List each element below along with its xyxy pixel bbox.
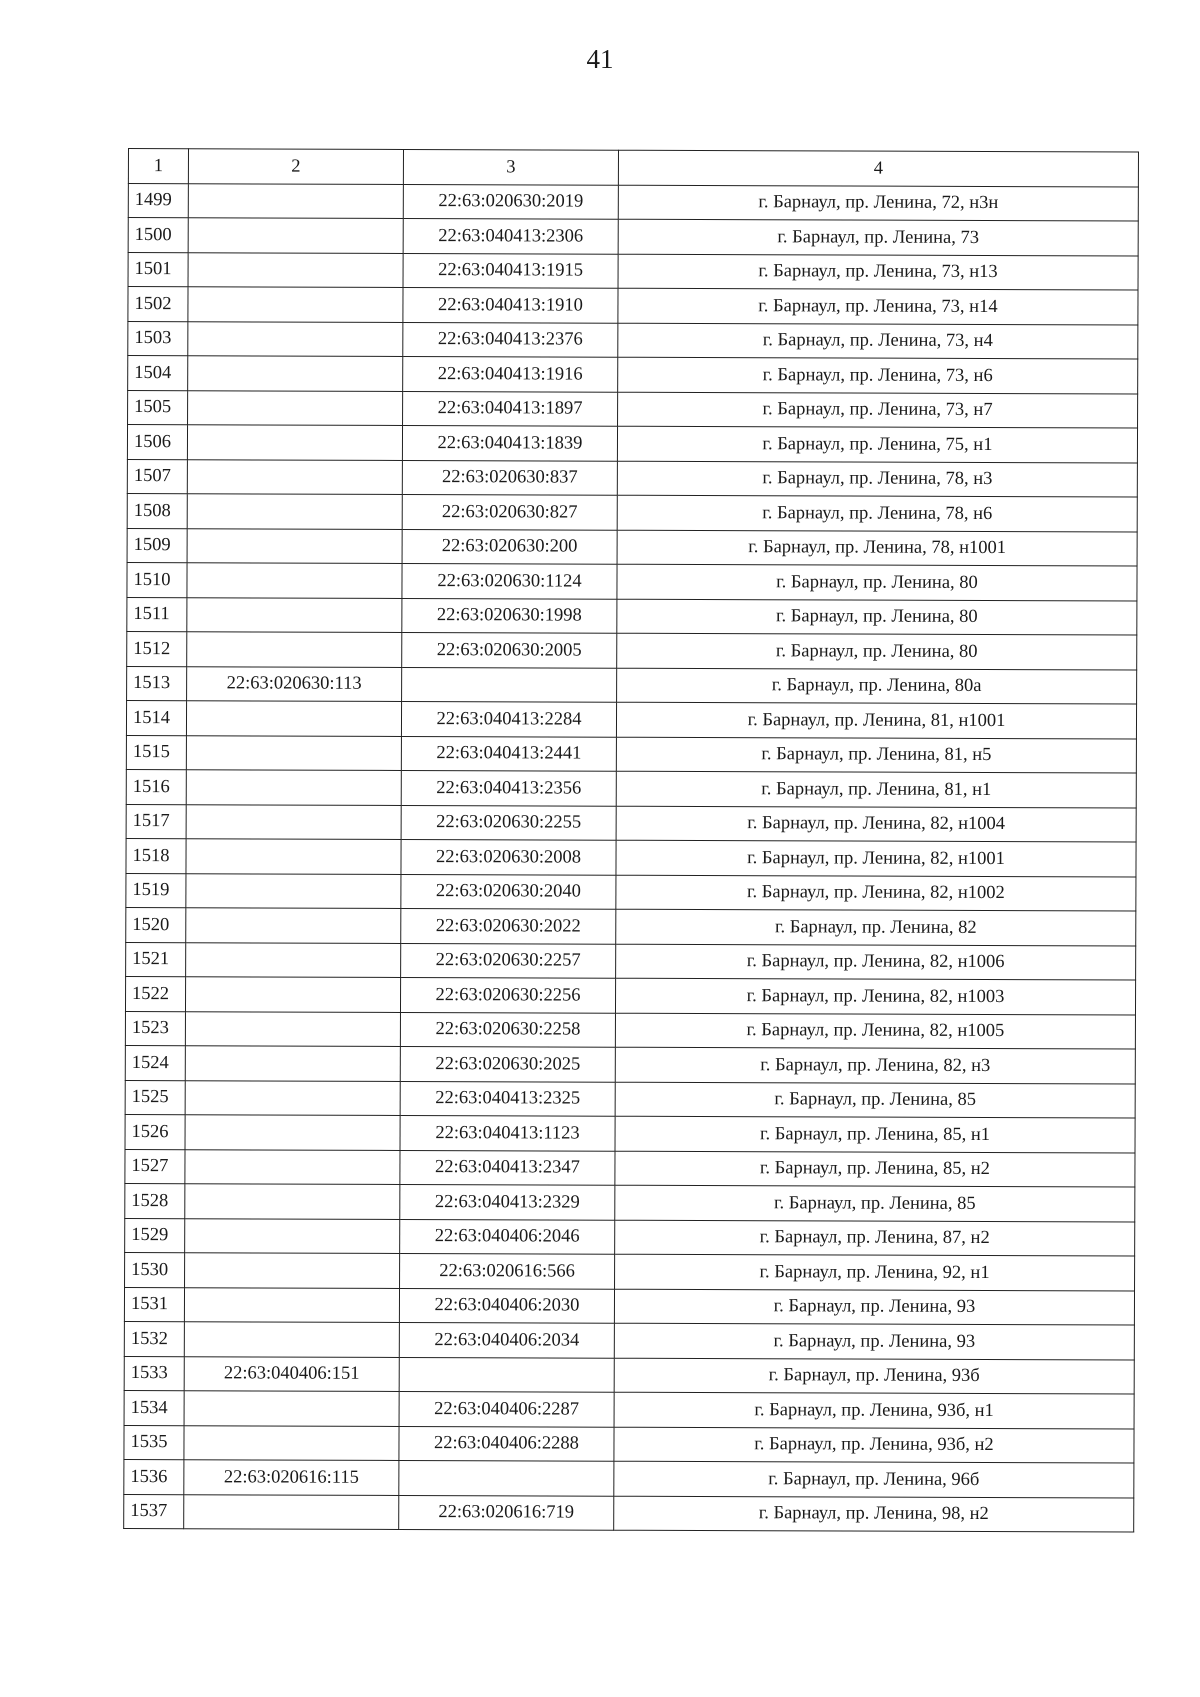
table-row	[128, 218, 1138, 256]
row-number-cell: 1504	[128, 356, 188, 391]
parcel-number-cell	[186, 839, 401, 874]
parcel-number-cell	[185, 1184, 400, 1219]
table-row	[125, 1183, 1135, 1221]
parcel-number-cell	[188, 218, 403, 253]
address-cell: г. Барнаул, пр. Ленина, 73, н6	[618, 357, 1138, 393]
row-number-cell: 1500	[128, 218, 188, 253]
address-cell: г. Барнаул, пр. Ленина, 72, н3н	[618, 185, 1138, 221]
table-row	[126, 804, 1136, 842]
cadastral-number-cell: 22:63:020630:1124	[402, 563, 617, 598]
cadastral-number-cell: 22:63:020630:200	[402, 529, 617, 564]
table-row	[128, 287, 1138, 325]
row-number-cell: 1529	[125, 1218, 185, 1253]
cadastral-number-cell: 22:63:040413:2441	[401, 736, 616, 771]
table-row	[126, 700, 1136, 738]
table-row	[128, 390, 1138, 428]
parcel-number-cell	[186, 908, 401, 943]
parcel-number-cell: 22:63:020630:113	[187, 666, 402, 701]
address-cell: г. Барнаул, пр. Ленина, 85, н1	[615, 1116, 1135, 1152]
row-number-cell: 1509	[127, 528, 187, 563]
address-cell: г. Барнаул, пр. Ленина, 80	[617, 599, 1137, 635]
address-cell: г. Барнаул, пр. Ленина, 82, н1002	[616, 875, 1136, 911]
cadastral-number-cell: 22:63:040413:1916	[403, 356, 618, 391]
table-row	[125, 1149, 1135, 1187]
address-cell: г. Барнаул, пр. Ленина, 82, н1003	[615, 978, 1135, 1014]
cadastral-number-cell: 22:63:020616:566	[400, 1253, 615, 1288]
parcel-number-cell	[188, 252, 403, 287]
table-row	[127, 459, 1137, 497]
table-row	[127, 631, 1137, 669]
address-cell: г. Барнаул, пр. Ленина, 96б	[614, 1461, 1134, 1497]
cadastral-number-cell: 22:63:040406:2046	[400, 1219, 615, 1254]
table-row	[124, 1356, 1134, 1394]
parcel-number-cell	[187, 563, 402, 598]
address-cell: г. Барнаул, пр. Ленина, 80	[617, 633, 1137, 669]
row-number-cell: 1515	[126, 735, 186, 770]
parcel-number-cell	[188, 287, 403, 322]
parcel-number-cell	[188, 356, 403, 391]
table-row	[125, 1080, 1135, 1118]
row-number-cell: 1518	[126, 838, 186, 873]
parcel-number-cell	[186, 804, 401, 839]
cadastral-number-cell: 22:63:040406:2288	[399, 1426, 614, 1461]
cadastral-number-cell: 22:63:040406:2034	[399, 1322, 614, 1357]
cadastral-number-cell: 22:63:040413:2376	[403, 322, 618, 357]
table-row	[124, 1494, 1134, 1532]
cadastral-number-cell: 22:63:020630:2040	[401, 874, 616, 909]
row-number-cell: 1514	[126, 700, 186, 735]
address-cell: г. Барнаул, пр. Ленина, 93	[614, 1323, 1134, 1359]
row-number-cell: 1530	[125, 1252, 185, 1287]
row-number-cell: 1534	[124, 1390, 184, 1425]
cadastral-number-cell: 22:63:020630:2257	[401, 943, 616, 978]
table-row	[124, 1390, 1134, 1428]
row-number-cell: 1521	[126, 942, 186, 977]
cadastral-number-cell: 22:63:020630:827	[402, 494, 617, 529]
table-body	[124, 183, 1139, 1532]
cadastral-number-cell: 22:63:020630:2255	[401, 805, 616, 840]
header-col-2: 2	[188, 149, 403, 184]
table-row	[125, 976, 1135, 1014]
address-cell: г. Барнаул, пр. Ленина, 85	[615, 1082, 1135, 1118]
parcel-number-cell	[188, 390, 403, 425]
parcel-number-cell	[187, 494, 402, 529]
cadastral-number-cell: 22:63:040413:2356	[401, 770, 616, 805]
table-row	[124, 1425, 1134, 1463]
address-cell: г. Барнаул, пр. Ленина, 82	[616, 909, 1136, 945]
row-number-cell: 1537	[124, 1494, 184, 1529]
parcel-number-cell	[186, 770, 401, 805]
registry-table	[123, 148, 1139, 1533]
cadastral-number-cell: 22:63:020630:2258	[400, 1012, 615, 1047]
row-number-cell: 1527	[125, 1149, 185, 1184]
table-row	[125, 1252, 1135, 1290]
row-number-cell: 1520	[126, 907, 186, 942]
row-number-cell: 1528	[125, 1183, 185, 1218]
address-cell: г. Барнаул, пр. Ленина, 93б, н1	[614, 1392, 1134, 1428]
cadastral-number-cell: 22:63:020630:2005	[402, 632, 617, 667]
row-number-cell: 1510	[127, 562, 187, 597]
cadastral-number-cell: 22:63:020630:2022	[401, 908, 616, 943]
address-cell: г. Барнаул, пр. Ленина, 73	[618, 219, 1138, 255]
parcel-number-cell	[185, 1046, 400, 1081]
parcel-number-cell	[185, 1149, 400, 1184]
table-row	[126, 873, 1136, 911]
address-cell: г. Барнаул, пр. Ленина, 80а	[617, 668, 1137, 704]
address-cell: г. Барнаул, пр. Ленина, 82, н1005	[615, 1013, 1135, 1049]
cadastral-number-cell: 22:63:040413:2284	[401, 701, 616, 736]
address-cell: г. Барнаул, пр. Ленина, 78, н6	[617, 495, 1137, 531]
row-number-cell: 1513	[127, 666, 187, 701]
parcel-number-cell	[185, 977, 400, 1012]
cadastral-number-cell: 22:63:020630:837	[402, 460, 617, 495]
address-cell: г. Барнаул, пр. Ленина, 82, н1006	[616, 944, 1136, 980]
table-row	[127, 666, 1137, 704]
address-cell: г. Барнаул, пр. Ленина, 85, н2	[615, 1151, 1135, 1187]
header-col-3: 3	[403, 149, 618, 184]
address-cell: г. Барнаул, пр. Ленина, 82, н1004	[616, 806, 1136, 842]
row-number-cell: 1524	[125, 1045, 185, 1080]
table-row	[126, 735, 1136, 773]
row-number-cell: 1525	[125, 1080, 185, 1115]
cadastral-number-cell	[399, 1460, 614, 1495]
cadastral-number-cell: 22:63:020630:2019	[403, 184, 618, 219]
cadastral-number-cell: 22:63:020616:719	[399, 1495, 614, 1530]
row-number-cell: 1535	[124, 1425, 184, 1460]
table-row	[127, 597, 1137, 635]
address-cell: г. Барнаул, пр. Ленина, 73, н13	[618, 254, 1138, 290]
cadastral-number-cell	[399, 1357, 614, 1392]
address-cell: г. Барнаул, пр. Ленина, 75, н1	[617, 426, 1137, 462]
parcel-number-cell	[187, 459, 402, 494]
row-number-cell: 1506	[127, 425, 187, 460]
parcel-number-cell	[184, 1494, 399, 1529]
table-row	[128, 252, 1138, 290]
table-row	[125, 1045, 1135, 1083]
row-number-cell: 1517	[126, 804, 186, 839]
address-cell: г. Барнаул, пр. Ленина, 93б, н2	[614, 1427, 1134, 1463]
parcel-number-cell	[187, 528, 402, 563]
parcel-number-cell	[184, 1391, 399, 1426]
row-number-cell: 1508	[127, 493, 187, 528]
parcel-number-cell	[184, 1425, 399, 1460]
row-number-cell: 1523	[125, 1011, 185, 1046]
cadastral-number-cell: 22:63:040413:2347	[400, 1150, 615, 1185]
row-number-cell: 1511	[127, 597, 187, 632]
parcel-number-cell: 22:63:020616:115	[184, 1460, 399, 1495]
address-cell: г. Барнаул, пр. Ленина, 82, н3	[615, 1047, 1135, 1083]
row-number-cell: 1503	[128, 321, 188, 356]
parcel-number-cell	[187, 597, 402, 632]
row-number-cell: 1533	[124, 1356, 184, 1391]
cadastral-number-cell: 22:63:040413:1915	[403, 253, 618, 288]
parcel-number-cell	[186, 873, 401, 908]
parcel-number-cell	[184, 1322, 399, 1357]
parcel-number-cell	[184, 1287, 399, 1322]
row-number-cell: 1536	[124, 1459, 184, 1494]
row-number-cell: 1522	[125, 976, 185, 1011]
table-row	[125, 1114, 1135, 1152]
address-cell: г. Барнаул, пр. Ленина, 73, н7	[618, 392, 1138, 428]
table-row	[127, 425, 1137, 463]
table-row	[126, 769, 1136, 807]
parcel-number-cell	[185, 1011, 400, 1046]
row-number-cell: 1516	[126, 769, 186, 804]
cadastral-number-cell: 22:63:040413:1910	[403, 287, 618, 322]
row-number-cell: 1519	[126, 873, 186, 908]
table-row	[127, 528, 1137, 566]
table-row	[128, 183, 1138, 221]
address-cell: г. Барнаул, пр. Ленина, 73, н14	[618, 288, 1138, 324]
address-cell: г. Барнаул, пр. Ленина, 78, н3	[617, 461, 1137, 497]
cadastral-number-cell: 22:63:020630:2256	[400, 977, 615, 1012]
cadastral-number-cell: 22:63:040406:2287	[399, 1391, 614, 1426]
address-cell: г. Барнаул, пр. Ленина, 80	[617, 564, 1137, 600]
parcel-number-cell	[185, 1115, 400, 1150]
cadastral-number-cell: 22:63:020630:2008	[401, 839, 616, 874]
table-row	[126, 942, 1136, 980]
table-row	[124, 1321, 1134, 1359]
parcel-number-cell	[187, 632, 402, 667]
address-cell: г. Барнаул, пр. Ленина, 73, н4	[618, 323, 1138, 359]
cadastral-number-cell: 22:63:040413:2329	[400, 1184, 615, 1219]
parcel-number-cell	[185, 1218, 400, 1253]
address-cell: г. Барнаул, пр. Ленина, 78, н1001	[617, 530, 1137, 566]
cadastral-number-cell: 22:63:040413:1123	[400, 1115, 615, 1150]
table-row	[128, 321, 1138, 359]
header-col-1: 1	[128, 149, 188, 184]
parcel-number-cell: 22:63:040406:151	[184, 1356, 399, 1391]
page-number: 41	[586, 44, 614, 74]
table-row	[126, 907, 1136, 945]
parcel-number-cell	[187, 425, 402, 460]
row-number-cell: 1526	[125, 1114, 185, 1149]
table-row	[124, 1459, 1134, 1497]
table-header	[128, 149, 1138, 187]
cadastral-number-cell: 22:63:040413:1897	[403, 391, 618, 426]
parcel-number-cell	[188, 183, 403, 218]
table-row	[127, 493, 1137, 531]
cadastral-number-cell: 22:63:020630:2025	[400, 1046, 615, 1081]
address-cell: г. Барнаул, пр. Ленина, 87, н2	[615, 1220, 1135, 1256]
parcel-number-cell	[186, 735, 401, 770]
table-row	[125, 1218, 1135, 1256]
row-number-cell: 1501	[128, 252, 188, 287]
cadastral-number-cell: 22:63:020630:1998	[402, 598, 617, 633]
row-number-cell: 1502	[128, 287, 188, 322]
cadastral-number-cell: 22:63:040413:2325	[400, 1081, 615, 1116]
address-cell: г. Барнаул, пр. Ленина, 81, н5	[616, 737, 1136, 773]
header-row	[128, 149, 1138, 187]
parcel-number-cell	[186, 701, 401, 736]
cadastral-number-cell: 22:63:040406:2030	[399, 1288, 614, 1323]
parcel-number-cell	[185, 1253, 400, 1288]
row-number-cell: 1505	[128, 390, 188, 425]
parcel-number-cell	[186, 942, 401, 977]
address-cell: г. Барнаул, пр. Ленина, 81, н1	[616, 771, 1136, 807]
parcel-number-cell	[185, 1080, 400, 1115]
header-col-4: 4	[618, 150, 1138, 186]
address-cell: г. Барнаул, пр. Ленина, 98, н2	[614, 1496, 1134, 1532]
row-number-cell: 1507	[127, 459, 187, 494]
table-row	[124, 1287, 1134, 1325]
table-row	[128, 356, 1138, 394]
row-number-cell: 1512	[127, 631, 187, 666]
address-cell: г. Барнаул, пр. Ленина, 85	[615, 1185, 1135, 1221]
cadastral-number-cell: 22:63:040413:2306	[403, 218, 618, 253]
cadastral-number-cell	[402, 667, 617, 702]
row-number-cell: 1531	[124, 1287, 184, 1322]
table-row	[126, 838, 1136, 876]
address-cell: г. Барнаул, пр. Ленина, 93	[614, 1289, 1134, 1325]
row-number-cell: 1499	[128, 183, 188, 218]
address-cell: г. Барнаул, пр. Ленина, 81, н1001	[616, 702, 1136, 738]
address-cell: г. Барнаул, пр. Ленина, 93б	[614, 1358, 1134, 1394]
table-row	[127, 562, 1137, 600]
address-cell: г. Барнаул, пр. Ленина, 92, н1	[615, 1254, 1135, 1290]
parcel-number-cell	[188, 321, 403, 356]
row-number-cell: 1532	[124, 1321, 184, 1356]
address-cell: г. Барнаул, пр. Ленина, 82, н1001	[616, 840, 1136, 876]
table-row	[125, 1011, 1135, 1049]
cadastral-number-cell: 22:63:040413:1839	[402, 425, 617, 460]
